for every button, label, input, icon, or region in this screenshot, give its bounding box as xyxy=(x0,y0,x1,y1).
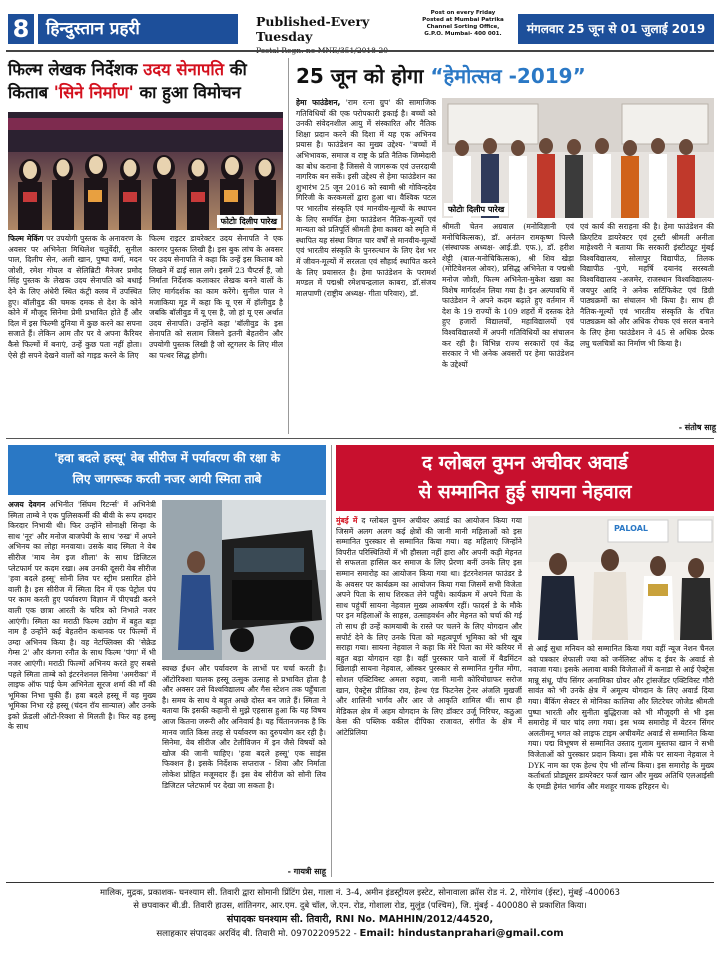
story2-headline-event: “हेमोत्सव -2019” xyxy=(430,64,586,88)
story3-col1-text: अभिनीत 'सिंघम रिटर्न्स' में अभिनेत्री स्मिता ताम्बे ने एक पुलिसकर्मी की बीवी के रूप दमदार किरदार निभायी थी। फिर उन्होंने सोनाक्षी सिन्हा के साथ 'नूर' और मनोज बाजपेयी के साथ 'रुख' में अपने अभिनय का लोहा मनवाया। उसके बाद स्मिता ने वेब सीरीज 'माय नेम इज शीला' के साथ डिजिटल प्लेटफार्म पर कदम रखा। अब उनकी दूसरी वेब सीरीज 'हवा बदले हस्सू' सोनी लिव पर स्ट्रीम प्रसारित होने वाली है। इस सीरीज में स्मिता दिन में एक पेट्रोल पंप पर काम करती हुए पर्यावरण विज्ञान में पीएचडी करने वाली एक छात्रा आरती के चरित्र को निभाते नजर आएंगी। स्मिता का मराठी फिल्म उद्योग में बहुत बड़ा नाम है उन्होंने कई बेहतरीन कथानक पर फिल्मों में उम्दा अभिनय किया है। वह नेटफ्लिक्स की 'सेक्रेड गेम्स 2' और कंगना रनौत के साथ फिल्म 'पंगा' में भी नजर आएंगी। मराठी फिल्मों अभिनय करते हुए सबसे पहले स्मिता ताम्बे को इंटरनेशनल सिनेमा 'अमरीका' में लाइफ ऑफ पाई फेम अभिनेता सूरज शर्मा की माँ की भूमिका निभा चुकी हैं। हवा बदले हस्सू में वह मुख्य भूमिका निभा रहे हस्सू (चंदन रॉय सान्याल) और उनके इको फ्रेंडली ऑटो-रिक्शा से मिलती है। फिर वह हस्सू के साथ xyxy=(8,500,156,732)
paper-name-box xyxy=(38,14,238,44)
story2-col3 xyxy=(580,222,714,418)
footer-email: Email: hindustanprahari@gmail.com xyxy=(359,928,564,939)
post-line-2: Posted at Mumbai Patrika xyxy=(422,17,504,23)
story3-photo-art xyxy=(162,500,326,660)
story2-headline xyxy=(296,62,716,90)
story3-headline-line1: 'हवा बदले हस्सू' वेब सीरीज में पर्यावरण की रक्षा के xyxy=(54,451,280,465)
footer xyxy=(6,886,714,941)
story4-col1-lead: मुंबई में xyxy=(336,516,358,525)
story1-headline-line2-part1: किताब xyxy=(8,83,54,102)
story4-headline-line1: द ग्लोबल वुमन अचीवर अवार्ड xyxy=(422,452,628,474)
story2-photo-art xyxy=(442,98,714,218)
paper-name: हिन्दुस्तान प्रहरी xyxy=(46,19,140,39)
date-range: मंगलवार 25 जून से 01 जुलाई 2019 xyxy=(526,22,706,36)
story3-headline-line2: लिए जागरूक करती नजर आयी स्मिता ताबे xyxy=(72,472,262,486)
story4-photo-art xyxy=(528,516,714,640)
story2-byline: - संतोष साहू xyxy=(678,423,716,432)
story4-headline-banner xyxy=(336,445,714,511)
story4-photo xyxy=(528,516,714,640)
masthead xyxy=(0,0,720,54)
post-line-3: Channel Sorting Office, xyxy=(426,24,500,30)
footer-line1: मालिक, मुद्रक, प्रकाशक- घनश्याम सी. तिवारी द्वारा सोमानी प्रिंटिंग प्रेस, गाला नं. 3-4, अमीन इंडस्ट्रीयल इस्टेट, सोनावाला क्रॉस रोड नं. 2, गोरेगांव (ईस्ट), मुंबई -400063 xyxy=(99,887,620,897)
story1-photo-caption: फोटोः दिलीप पारेख xyxy=(217,215,281,228)
footer-line4 xyxy=(6,927,714,941)
footer-rule xyxy=(6,882,714,883)
story4-col2-text: से आई सुधा मनियन को सम्मानित किया गया वहीं न्यूज नेशन चैनल को पत्रकार शेफाली ज्या को जर्नलिस्ट ऑफ द ईयर के अवार्ड से नवाजा गया। इसके अलावा बाकी विजेताओं में कनाडा से आई ऐक्ट्रेस मान्नू संधू, पॉप सिंगर अनामिका ग्रोवर और ट्रांसजेंडर एक्टिविस्ट गौरी सावंत को भी उनके क्षेत्र में अमूल्य योगदान के लिए अवार्ड दिया गया। बैंकिंग सेक्टर से मोनिका कालिया और लिटरेचर जोजेड श्रीमती पुष्पा भारती और सुनीता बुद्धिराजा को भी मौजूदगी से भी इस समारोह में चार चांद लगा गया। इस भव्य समारोह में वेटरन सिंगर अलतीमनू भगत को लाइफ टाइम अचीवमेंट अवार्ड से सम्मानित किया गया। पद्म विभूषण से सम्मानित उस्ताद गुलाम मुस्तफा खान ने सभी विजेताओं को पुरस्कार प्रदान किया। इस मौके पर सायना नेहवाल ने DYK नाम का एक हेल्थ ऐप भी लॉन्च किया। इस समारोह के मुख्य कर्ताधर्ता प्रोड्यूसर डायरेक्टर फर्ज खान और मुख्य अतिथि एलआईसी के एमडी हेमंत भार्गव और मशहूर गायक हरिहरन थे। xyxy=(528,644,714,791)
story2-col1-lead: हेमा फाउंडेशन, xyxy=(296,98,341,107)
story4-headline-line2: से सम्मानित हुई सायना नेहवाल xyxy=(418,481,632,503)
post-line-4: G.P.O. Mumbai- 400 001. xyxy=(424,31,502,37)
date-range-box xyxy=(518,14,714,44)
story2-photo xyxy=(442,98,714,218)
post-info xyxy=(408,10,518,38)
section-rule-middle xyxy=(6,438,714,439)
story3-col2 xyxy=(162,664,326,864)
column-divider-top xyxy=(288,58,289,434)
story1-headline-name: उदय सेनापति xyxy=(143,60,225,79)
story4-photo-text: PALOAL xyxy=(614,524,649,533)
story1-col1 xyxy=(8,234,142,434)
story1-headline-part2: की xyxy=(224,60,247,79)
published-line: Published-Every Tuesday xyxy=(256,14,370,44)
story3-col1-lead: अजय देवगन xyxy=(8,500,46,509)
page-number-box xyxy=(8,14,34,44)
post-line-1: Post on every Friday xyxy=(430,10,496,16)
page-number: 8 xyxy=(12,15,30,43)
column-divider-bottom xyxy=(331,445,332,877)
story3-col2-text: स्वच्छ ईंधन और पर्यावरण के लाभों पर चर्चा करती है। ऑटोरिक्शा चालक हस्सू उत्सुक उत्साह से प्रभावित होता है और अक्सर उसे विश्वविद्यालय और गैस स्टेशन तक पहुँचाता है। समय के साथ वे बहुत अच्छे दोस्त बन जाते हैं। स्मिता ने बताया कि इसकी कहानी से मुझे एहसास हुआ कि यह विषय आज कितना जरूरी और अनिवार्य है। यह चिंतानजनक है कि मानव जाति किस तरह से पर्यावरण का दुरुपयोग कर रही है। सिनेमा, वेब सीरीज और टेलीविजन में इन जैसे विषयों को खोज की जानी चाहिए। 'हवा बदले हस्सू' एक साइंस फिक्शन है। इसके निर्देशक सप्तराज - शिवा और निर्माता लोकेश प्रोहित मजूमदार हैं। इस वेब सीरीज को सोनी लिव डिजिटल प्लेटफार्म पर देखा जा सकता है। xyxy=(162,664,326,790)
story1-col2-text: फिल्म राइटर डायरेक्टर उदय सेनापति ने एक कारगर पुस्तक लिखी है। इस बुक लांच के अवसर पर उदय सेनापति ने कहा कि उन्हें इस किताब को लिखने में ढाई साल लगे। इसमें 23 चैप्टर्स हैं, जो निर्माता निर्देशक कलाकार लेखक बनने वालों के लिए मार्गदर्शक का काम करेंगे। सुनील पाल ने मजाकिया मूड में कहा कि यू एस में हॉलीवुड है जबकि बॉलीवुड में यू एस है, जो हां यू एस अर्थात उदय सेनापति। उन्होंने कहा 'बॉलीवुड के इस सेनापति को सलाम जिसने इतनी बेहतरीन और उपयोगी पुस्तक लिखी है जो स्ट्रगलर के लिए मील का पत्थर सिद्ध होगी। xyxy=(149,234,283,360)
story3-byline: - गायत्री साहू xyxy=(287,867,326,876)
story4-col2 xyxy=(528,644,714,878)
story2-photo-caption: फोटोः दिलीप पारेख xyxy=(444,203,508,216)
published-info xyxy=(256,14,406,55)
story1-headline xyxy=(8,58,283,104)
story1-headline-line2-part2: का हुआ विमोचन xyxy=(133,83,241,102)
story1-col2 xyxy=(149,234,283,434)
story2-col1 xyxy=(296,98,436,434)
story3-col1 xyxy=(8,500,156,878)
story3-headline-banner xyxy=(8,445,326,495)
story1-headline-book: 'सिने निर्माण' xyxy=(53,83,134,102)
footer-line2: से छपवाकर बी.डी. तिवारी हाउस, शांतिनगर, आर.एम. दुबे चॉल, जे.एन. रोड, गोशाला रोड, मुलुंड (पश्चिम), जि. मुंबई - 400080 से प्रकाशित किया। xyxy=(133,900,587,910)
story1-col1-text: पर उपयोगी पुस्तक के अनावरण के अवसर पर अभिनेता मिथिलेश चतुर्वेदी, सुनील पाल, दिलीप सेन, अली खान, पुष्पा वर्मा, मदन जोशी, रमेश गोयल व सेलिब्रिटी मैनेजर प्रमोद सिंह पुस्तक के लेखक उदय सेनापति को बधाई देने के लिए अंधेरी स्थित कंट्री क्लब में उपस्थित हुए। बॉलीवुड की चमक दमक से देश के कोने कोने में मौजूद सिनेमा प्रेमी प्रभावित होते हैं और दिल में इस फिल्मी दुनिया में कुछ करने का सपना सजाते हैं। लेकिन आम तौर पर वे अपना कैरियर कैसे फिल्मों में बनाएं, उन्हें कुछ पता नहीं होता। ऐसे ही सपने देखने वालों को गाइड करने के लिए xyxy=(8,234,142,360)
story1-photo xyxy=(8,112,283,230)
footer-adviser: सलाहकार संपादकः अरविंद बी. तिवारी मो. 09702209522 - xyxy=(156,929,360,939)
story1-photo-art xyxy=(8,112,283,230)
story2-headline-part1: 25 जून को होगा xyxy=(296,64,431,88)
footer-line3: संपादकः घनश्याम सी. तिवारी, RNI No. MAHHIN/2012/44520, xyxy=(226,914,494,925)
story4-col1 xyxy=(336,516,522,876)
story2-col1-text: 'राम रत्ना ग्रुप' की सामाजिक गतिविधियों की एक परोपकारी इकाई है। बच्चों को उनकी संवेदनशील आयु में संस्कारित और नैतिक शिक्षा प्रदान करने की दिशा में यह एक अभिनव प्रयास है। फाउंडेशन का मुख्य उद्देश्य- "बच्चों में अभिभावक, समाज व राष्ट्र के प्रति नैतिक जिम्मेदारी का बोध कराना है जिससे वे जागरूक एवं उत्तरदायी नागरिक बन सकें। इसी उद्देश्य से हेमा फाउंडेशन का शुभारंभ 25 जून 2016 को स्वामी श्री गोविन्ददेव गिरिजी के करकमलों द्वारा हुआ था। वैश्विक पटल पर भारतीय संस्कृति एवं मानवीय-मूल्यों के स्थापन के लिए समर्पित हेमा फाउंडेशन नैतिक-मूल्यों एवं मान्यता को प्रतिपूर्ति श्रीमती हेमा काबरा को स्मृति में स्थापित यह संस्था विगत चार वर्षों से मानवीय-मूल्यों एवं भारतीय संस्कृति के पुनरुत्थान के लिए देश भर में जीवन-मूल्यों में सरलता एवं सौहार्द स्थापित करने के लिए प्रयासरत है। हेमा फाउंडेशन के परामर्श मण्डल में पद्मश्री रमेशचन्द्रलाल काबरा, डॉ.संजय मालपाणी (राष्ट्रीय अध्यक्ष- गीता परिवार), डॉ. xyxy=(296,98,436,298)
story2-col2-text: श्रीमती चेतन अग्रवाल (मनोविज्ञानी एवं मनोचिकित्सक), डॉ. अनंतन रामकृष्ण पिल्लै (संस्थापक अध्यक्ष- आई.डी. एफ.), डॉ. हरीश शेट्टी (बाल-मनोचिकित्सक), श्री शिव खेड़ा (मोटिवेशनल ओवर), प्रसिद्ध अभिनेता व पद्मश्री मनोज जोशी, फिल्म अभिनेता-मुकेश खन्ना का विशेष मार्गदर्शन लिया गया है। इन अल्पावधि में फाउंडेशन ने अपने कदम बढ़ाते हुए वर्तमान में देश के 19 राज्यों के 109 शहरों में दस्तक देते हुए हजारों विद्यालयों, महाविद्यालयों एवं विश्वविद्यालयों में अपनी गतिविधियों का संचालन कर रही है। विभिन्न राज्य सरकारों एवं केंद्र सरकार ने भी अनेक अवसरों पर हेमा फाउंडेशन के उद्देश्यों xyxy=(442,222,574,369)
story1-headline-part1: फिल्म लेखक निर्देशक xyxy=(8,60,144,79)
story1-col1-lead: फिल्म मेकिंग xyxy=(8,234,44,243)
story4-col1-text: द ग्लोबल वुमन अचीवर अवार्ड का आयोजन किया गया जिसमें अलग अलग कई क्षेत्रों की जानी मानी महिलाओं को इस सम्मानित पुरस्कार से सम्मानित किया गया। वह महिलाएं जिन्होंने विपरीत परिस्थितियों में भी हौसला नहीं हारा और अपनी कड़ी मेहनत से सफलता हासिल कर समाज के लिए प्रेरणा बनीं उनके लिए इस सम्मान समारोह का आयोजन किया गया था। इंटरनेशनल फाउंडर डे के अवसर पर कार्यक्रम का आयोजन किया गया जिसमें सभी विजेता अपने पिता के साथ शिरकत लेने पहुँचे। कार्यक्रम में अपने पिता के साथ पहुंचीं सायना नेहवाल मुख्य आकर्षण रहीं। फादर्स डे के मौके पर इन महिलाओं के साहस, उत्साहवर्धन और मेहनत को चर्चा की गई तो साथ ही उन्हें कामयाबी के रास्ते पर चलने के लिए योगदान और सपोर्ट देने के लिए उनके पिता को महत्वपूर्ण भूमिका को भी खूब सराहा गया। सायना नेहवाल ने कहा कि मेरे पिता का मेरे करियर में बहुत बड़ा योगदान रहा है। वहीं पुरस्कार पाने वालों में बैडमिंटन खिलाड़ी सायना नेहवाल, ऑस्कर पुरस्कार से सम्मानित गुनीत मोंगा, सोशल एक्टिविस्ट अमला रुइया, जानी मानी कोरियोग्राफर सरोज खान, ऐक्ट्रेस प्रीतिका राव, हेल्थ एंड फिटनेस ट्रेनर अंजलि मुखर्जी और शालिनी भार्गव और आर जे आकृति शामिल थीं। साथ ही मेडिकल क्षेत्र में अहम योगदान के लिए डॉक्टर उर्जू निरिचर, कठुआ केस की पब्लिक वकील दीपिका राजावत, संगीत के क्षेत्र में आंटेप्रिलिया xyxy=(336,516,522,737)
story2-col3-text: एवं कार्य की सराहना की है। हेमा फाउंडेशन की क्रिएटिव डायरेक्टर एवं ट्रस्टी श्रीमती अनीता माहेश्वरी ने बताया कि सरकारी इंस्टीट्यूट मुंबई विश्वविद्यालय, सोलापुर विद्यापीठ, तिलक विद्यापीठ -पुणे, महर्षि दयानंद सरस्वती विश्वविद्यालय -अजमेर, राजस्थान विश्वविद्यालय- जयपुर आदि ने अनेक सर्टिफिकेट एवं डिग्री पाठ्यक्रमों का संचालन भी किया है। साथ ही नैतिक-मूल्यों एवं भारतीय संस्कृति के रचित पाठ्यक्रम को और अधिक रोचक एवं सरल बनाने के लिए हेमा फाउंडेशन ने 45 से अधिक प्रेरक लघु चलचित्रों का निर्माण भी किया है। xyxy=(580,222,714,348)
story3-photo xyxy=(162,500,326,660)
masthead-rule xyxy=(6,50,714,52)
story2-col2 xyxy=(442,222,574,434)
